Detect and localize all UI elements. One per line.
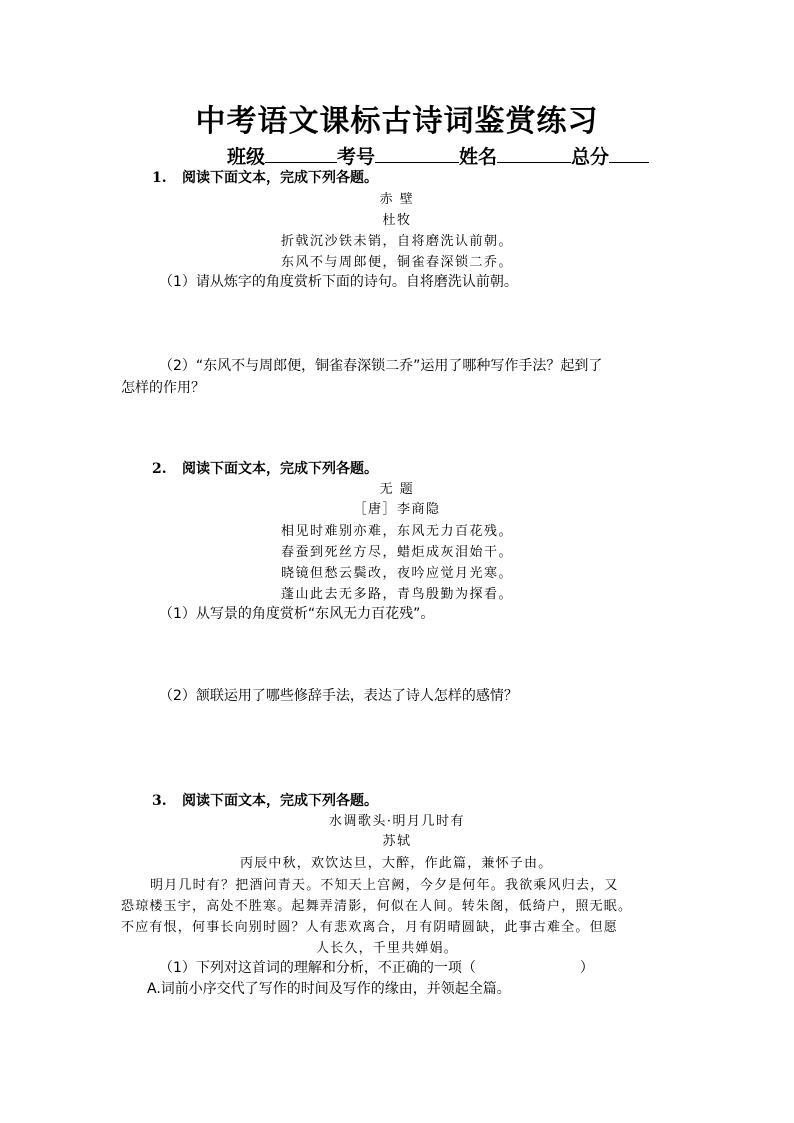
q3-text-line: 恐琼楼玉宇，高处不胜寒。起舞弄清影，何似在人间。转朱阁，低绮户，照无眠。 [121,899,633,914]
score-blank[interactable] [609,144,649,163]
q1-instruction: 阅读下面文本，完成下列各题。 [182,170,378,186]
page-title: 中考语文课标古诗词鉴赏练习 [195,104,599,139]
q3-text-line: 不应有恨，何事长向别时圆？人有悲欢离合，月有阴晴圆缺，此事古难全。但愿 [121,920,619,935]
name-label: 姓名 [459,146,498,168]
q3-text-line: 明月几时有？把酒问青天。不知天上宫阙，今夕是何年。我欲乘风归去，又 [150,878,619,893]
q2-poem-line: 晓镜但愁云鬓改，夜吟应觉月光寒。 [280,566,513,581]
score-label: 总分 [571,146,610,168]
q3-number: 3. [152,793,167,809]
q1-poem-title: 赤 壁 [379,192,415,207]
q2-sub1-question: （1）从写景的角度赏析“东风无力百花残”。 [159,606,435,622]
q1-sub1-question: （1）请从炼字的角度赏析下面的诗句。自将磨洗认前朝。 [159,274,518,290]
student-info-line [227,142,649,169]
q3-poem-author: 苏轼 [382,834,412,849]
name-blank[interactable] [497,144,571,163]
q1-poem-line: 折戟沉沙铁未销，自将磨洗认前朝。 [280,234,513,249]
q3-option-a: A.词前小序交代了写作的时间及写作的缘由，并领起全篇。 [147,981,511,997]
q1-heading [152,167,378,187]
q1-sub2-question-line2: 怎样的作用？ [121,380,205,396]
q3-heading [152,790,378,810]
q3-preface: 丙辰中秋，欢饮达旦，大醉，作此篇，兼怀子由。 [240,856,553,871]
q3-sub1-text: （1）下列对这首词的理解和分析，不正确的一项（ [159,960,476,976]
exam-no-label: 考号 [337,146,376,168]
q2-poem-line: 春蚕到死丝方尽，蜡炬成灰泪始干。 [280,545,513,560]
q1-number: 1. [152,170,167,186]
class-label: 班级 [227,146,266,168]
q2-poem-title: 无 题 [379,482,415,497]
q2-number: 2. [152,461,167,477]
q2-poem-line: 蓬山此去无多路，青鸟殷勤为探看。 [280,587,513,602]
q3-text-line: 人长久，千里共婵娟。 [316,941,459,956]
q2-heading [152,458,378,478]
exam-no-blank[interactable] [375,144,459,163]
q2-sub2-question: （2）颔联运用了哪些修辞手法，表达了诗人怎样的感情？ [159,688,518,704]
q1-poem-line: 东风不与周郎便，铜雀春深锁二乔。 [280,255,513,270]
q3-poem-title: 水调歌头·明月几时有 [328,814,466,829]
q2-poem-author: ［唐］李商隐 [353,502,441,517]
q1-poem-author: 杜牧 [382,213,412,228]
q2-poem-line: 相见时难别亦难，东风无力百花残。 [280,524,513,539]
q3-instruction: 阅读下面文本，完成下列各题。 [182,793,378,809]
q3-sub1-question [159,957,594,977]
q3-sub1-close: ） [579,960,594,976]
q2-instruction: 阅读下面文本，完成下列各题。 [182,461,378,477]
class-blank[interactable] [265,144,337,163]
q1-sub2-question-line1: （2）“东风不与周郎便，铜雀春深锁二乔”运用了哪种写作手法？起到了 [159,358,603,374]
